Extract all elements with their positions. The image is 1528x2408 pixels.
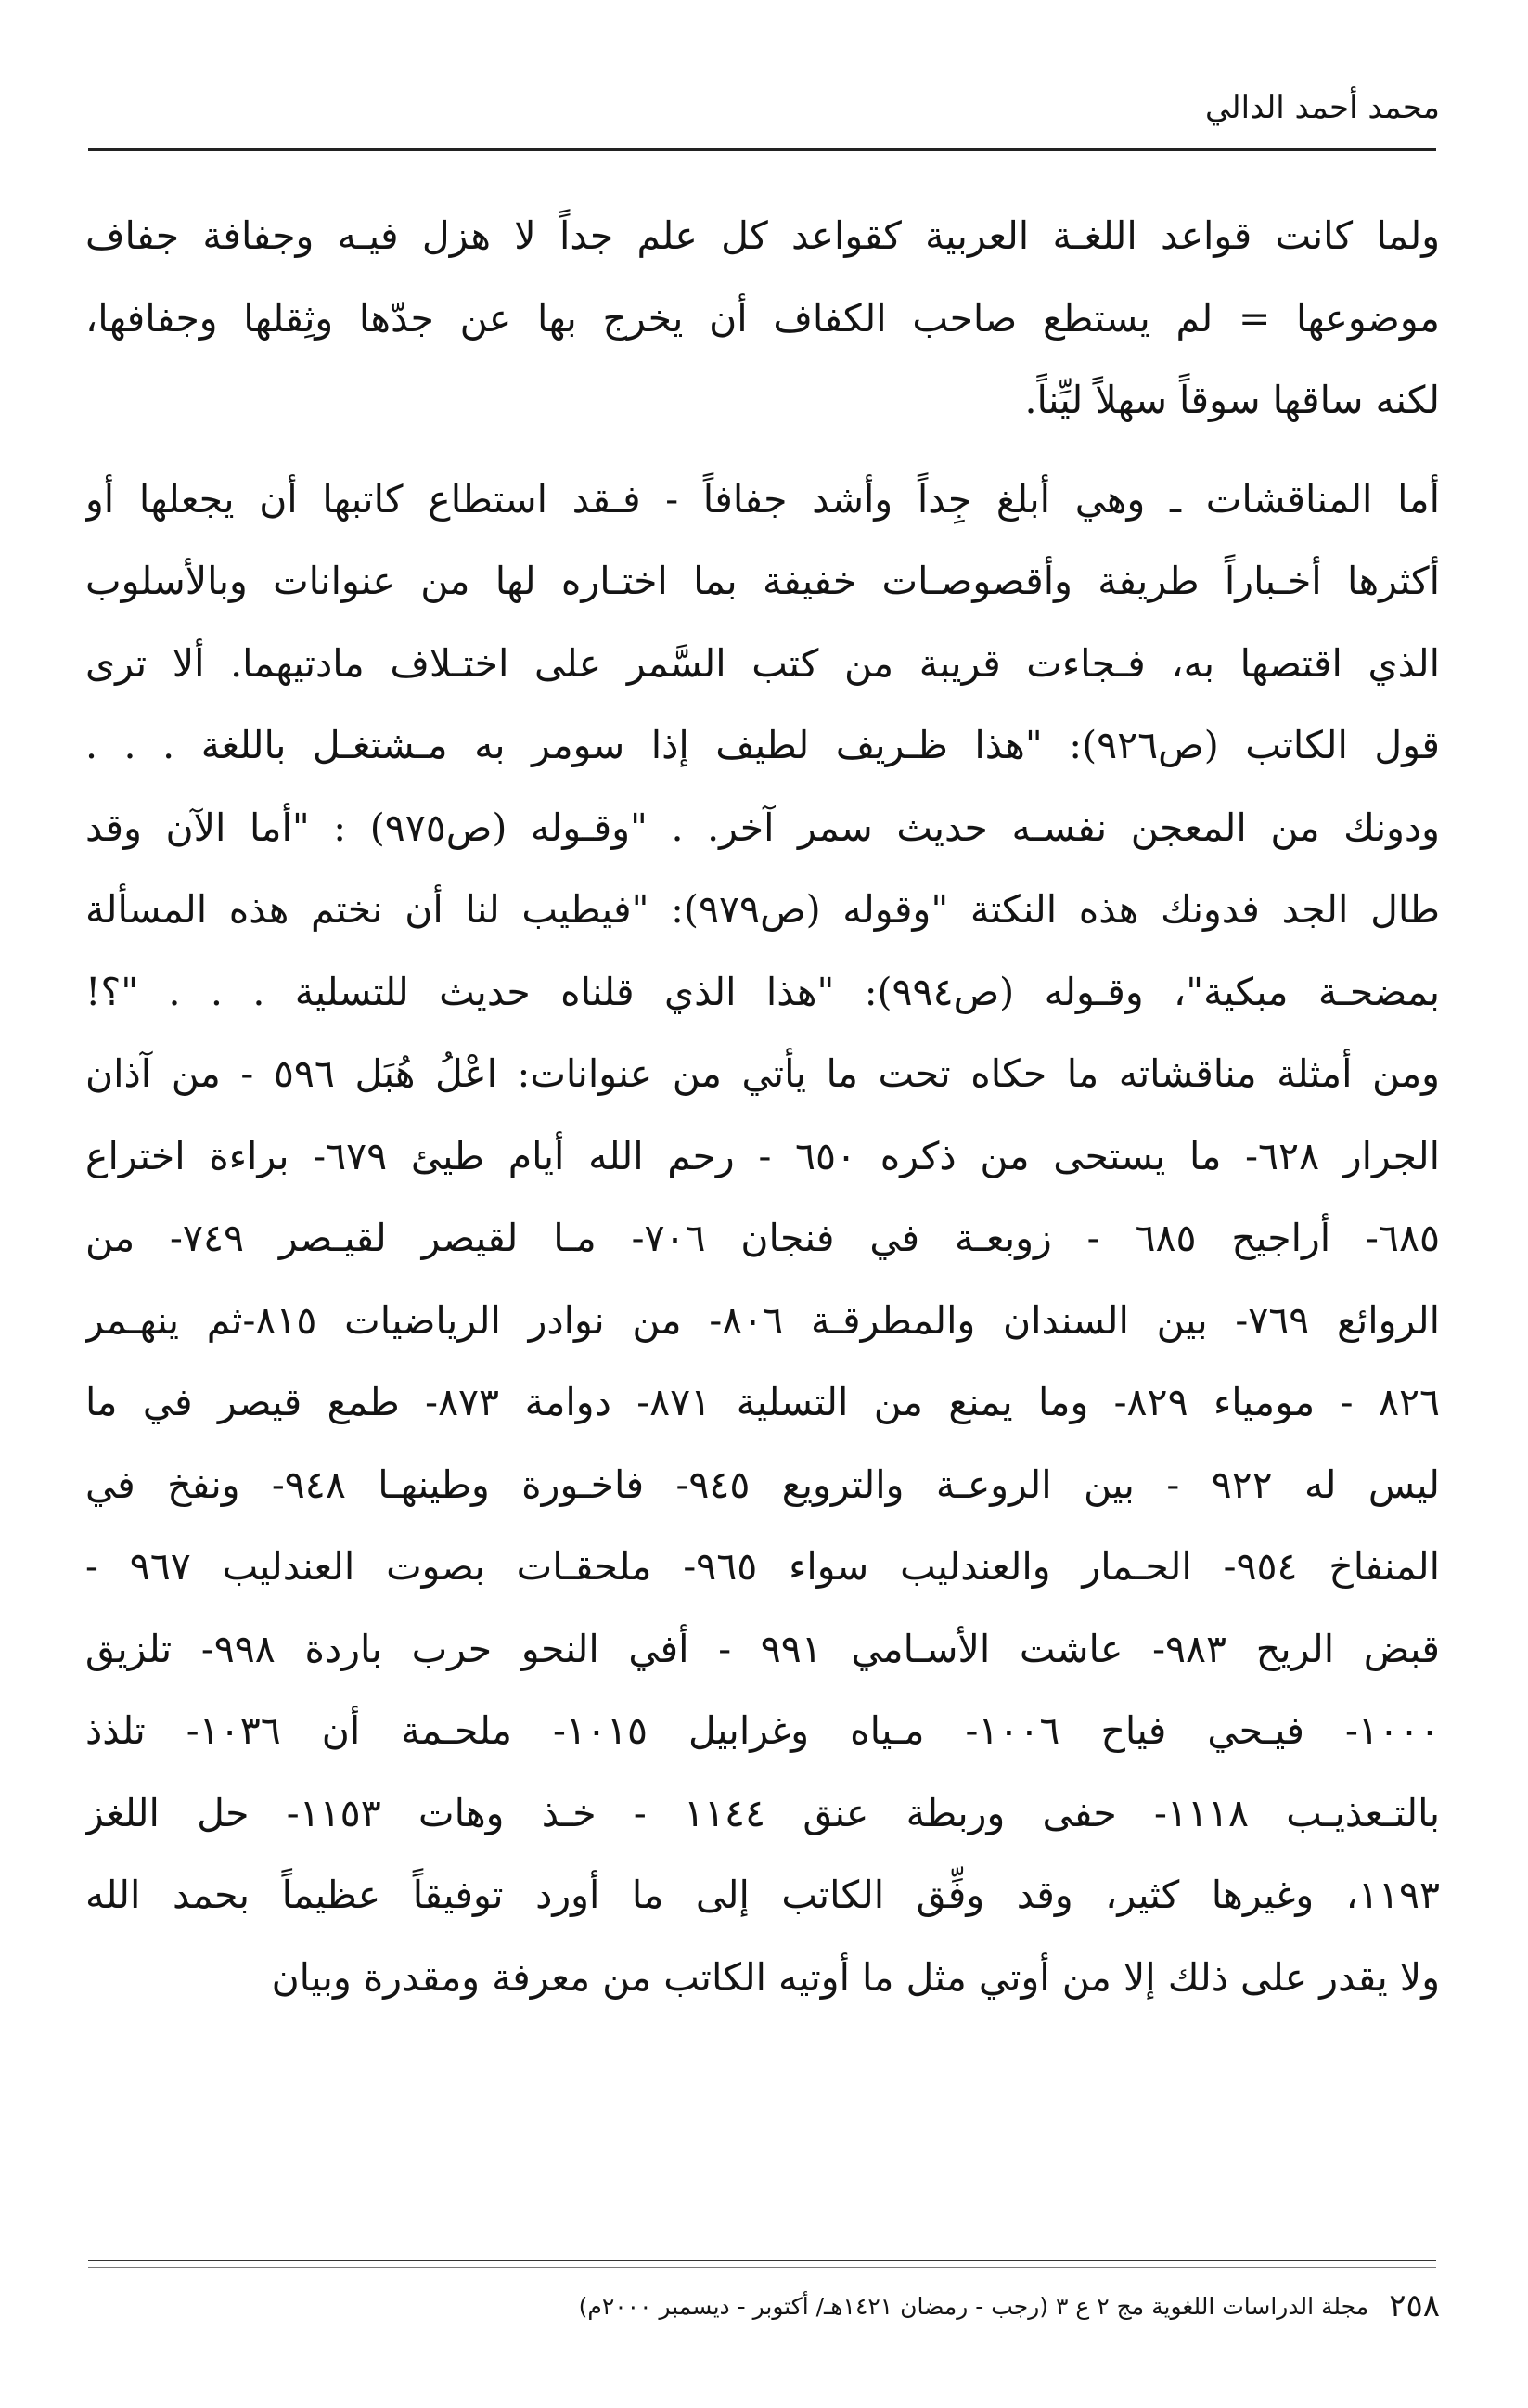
text-line: الروائع ٧٦٩- بين السندان والمطرقـة ٨٠٦- من نوادر الرياضيات ٨١٥-ثم ينهـمر [85,1297,1440,1343]
text-line: ولا يقدر على ذلك إلا من أوتي مثل ما أوتيه الكاتب من معرفة ومقدرة وبيان [271,1954,1440,2000]
paragraph [85,195,1440,442]
text-line: موضوعها = لم يستطع صاحب الكفاف أن يخرج بها عن جدّها وثِقلها وجفافها، [85,295,1440,341]
text-line: ٦٨٥- أراجيح ٦٨٥ - زوبعـة في فنجان ٧٠٦- مـا لقيصر لقيـصر ٧٤٩- من [85,1216,1440,1260]
text-line: الذي اقتصها به، فـجاءت قريبة من كتب السَّمر على اختـلاف مادتيهما. ألا ترى [85,640,1440,686]
text-line: ١٠٠٠- فيـحي فياح ١٠٠٦- مـياه وغرابيل ١٠١٥- ملحـمة أن ١٠٣٦- تلذذ [85,1708,1440,1753]
text-line: أكثرها أخـباراً طريفة وأقصوصـات خفيفة بما اختـاره لها من عنوانات وبالأسلوب [85,559,1440,603]
text-line: ومن أمثلة مناقشاته ما حكاه تحت ما يأتي من عنوانات: اعْلُ هُبَل ٥٩٦ - من آذان [85,1051,1440,1096]
running-head-author: محمد أحمد الدالي [1204,89,1440,126]
text-line: بالتـعذيـب ١١١٨- حفى وربطة عنق ١١٤٤ - خـذ وهات ١١٥٣- حل اللغز [85,1790,1440,1835]
footer-rule-secondary [88,2267,1436,2268]
text-line: لكنه ساقها سوقاً سهلاً ليِّناً. [1024,378,1440,422]
text-line: المنفاخ ٩٥٤- الحـمار والعندليب سواء ٩٦٥- ملحقـات بصوت العندليب ٩٦٧ - [85,1544,1440,1589]
page-footer [85,2285,1440,2327]
page-number: ٢٥٨ [1389,2287,1440,2324]
text-line: قول الكاتب (ص٩٢٦): "هذا ظـريف لطيف إذا سومر به مـشتغـل باللغة . . . [85,723,1440,767]
text-line: ليس له ٩٢٢ - بين الروعـة والترويع ٩٤٥- فاخـورة وطينهـا ٩٤٨- ونفخ في [85,1462,1440,1507]
text-line: ١١٩٣، وغيرها كثير، وقد وفِّق الكاتب إلى ما أورد توفيقاً عظيماً بحمد الله [85,1873,1440,1917]
text-line: ٨٢٦ - مومياء ٨٢٩- وما يمنع من التسلية ٨٧١- دوامة ٨٧٣- طمع قيصر في ما [85,1380,1440,1424]
footer-rule [88,2260,1436,2261]
text-line: ودونك من المعجن نفسـه حديث سمر آخر. . "وقـوله (ص٩٧٥) : "أما الآن وقد [85,805,1440,850]
text-line: ولما كانت قواعد اللغـة العربية كقواعد كل علم جداً لا هزل فيـه وجفافة جفاف [85,213,1440,258]
text-line: أما المناقشات ـ وهي أبلغ جِداً وأشد جفافاً - فـقد استطاع كاتبها أن يجعلها أو [85,476,1440,522]
body-text [85,195,1440,2018]
text-line: الجرار ٦٢٨- ما يستحى من ذكره ٦٥٠ - رحم الله أيام طيئ ٦٧٩- براءة اختراع [85,1133,1440,1178]
text-line: بمضحـة مبكية"، وقـوله (ص٩٩٤): "هذا الذي قلناه حديث للتسلية . . . "؟! [85,969,1440,1014]
text-line: طال الجد فدونك هذه النكتة "وقوله (ص٩٧٩): "فيطيب لنا أن نختم هذه المسألة [85,887,1440,932]
journal-citation: مجلة الدراسات اللغوية مج ٢ ع ٣ (رجب - رمضان ١٤٢١هـ/ أكتوبر - ديسمبر ٢٠٠٠م) [578,2292,1369,2320]
paragraph [85,458,1440,2019]
header-rule [88,148,1436,151]
text-line: قبض الريح ٩٨٣- عاشت الأسـامي ٩٩١ - أفي النحو حرب باردة ٩٩٨- تلزيق [85,1626,1440,1671]
